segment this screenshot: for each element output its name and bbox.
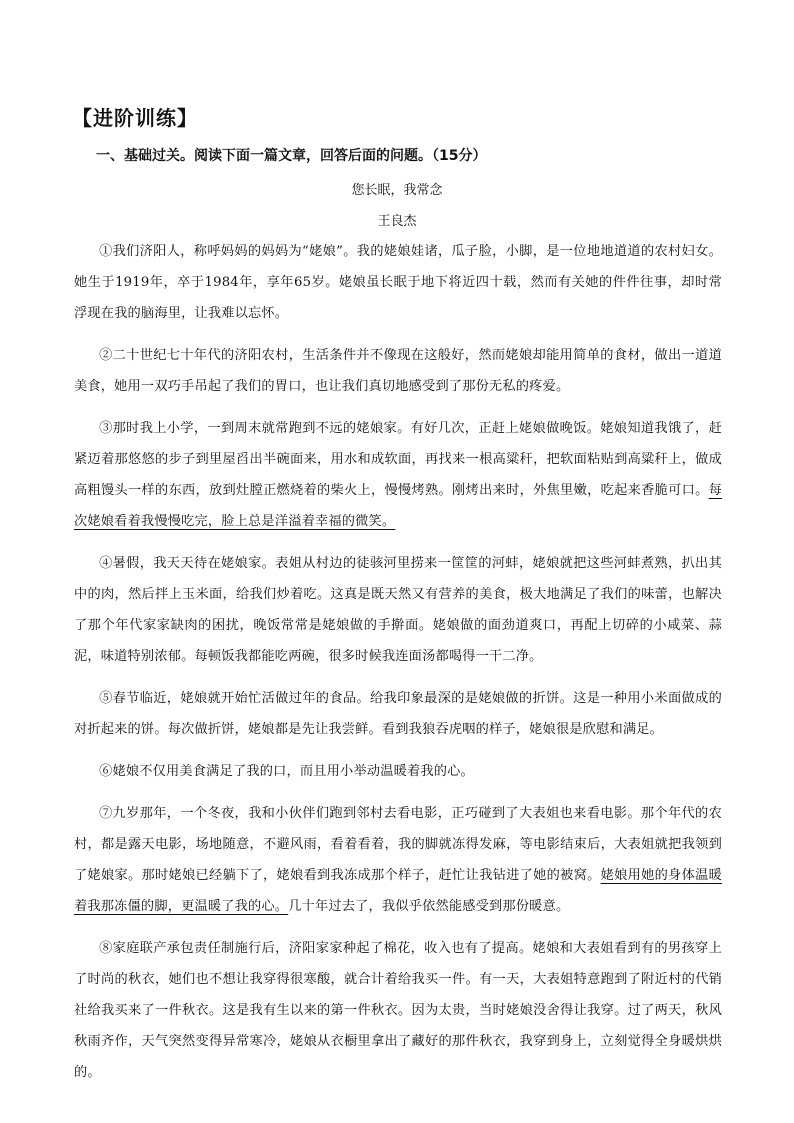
- paragraph-5: ⑤春节临近，姥娘就开始忙活做过年的食品。给我印象最深的是姥娘做的折饼。这是一种用小米面做成的对折起来的饼。每次做折饼，姥娘都是先让我尝鲜。看到我狼吞虎咽的样子，姥娘很是欣慰和满足。: [74, 691, 722, 737]
- underlined-sentence: 每次姥娘看着我慢慢吃完，脸上总是洋溢着幸福的微笑。: [74, 483, 722, 529]
- article-author: 王良杰: [377, 214, 417, 229]
- underlined-sentence: 姥娘用她的身体温暖着我那冻僵的脚，更温暖了我的心。: [74, 868, 722, 914]
- paragraph-7: ⑦九岁那年，一个冬夜，我和小伙伴们跑到邻村去看电影，正巧碰到了大表姐也来看电影。那个年代的农村，都是露天电影，场地随意，不避风雨，看着看着，我的脚就冻得发麻，等电影结束后，大表姐就把我领到了姥娘家。那时姥娘已经躺下了，姥娘看到我冻成那个样子，赶忙让我钻进了她的被窝。姥娘用她的身体温暖着我那冻僵的脚，更温暖了我的心。几十年过去了，我似乎依然能感受到那份暖意。: [74, 806, 722, 914]
- paragraph-6: ⑥姥娘不仅用美食满足了我的口，而且用小举动温暖着我的心。: [99, 764, 474, 779]
- paragraph-8: ⑧家庭联产承包责任制施行后，济阳家家种起了棉花，收入也有了提高。姥娘和大表姐看到有的男孩穿上了时尚的秋衣，她们也不想让我穿得很寒酸，就合计着给我买一件。有一天，大表姐特意跑到了附近村的代销社给我买来了一件秋衣。这是我有生以来的第一件秋衣。因为太贵，当时姥娘没舍得让我穿。过了两天，秋风秋雨齐作，天气突然变得异常寒冷，姥娘从衣橱里拿出了藏好的那件秋衣，我穿到身上，立刻觉得全身暖烘烘的。: [74, 941, 722, 1080]
- article-body: [74, 236, 722, 1099]
- paragraph-2: ②二十世纪七十年代的济阳农村，生活条件并不像现在这般好，然而姥娘却能用简单的食材，做出一道道美食，她用一双巧手吊起了我们的胃口，也让我们真切地感受到了那份无私的疼爱。: [74, 348, 722, 394]
- paragraph-4: ④暑假，我天天待在姥娘家。表姐从村边的徒骇河里捞来一筐筐的河蚌，姥娘就把这些河蚌煮熟，扒出其中的肉，然后拌上玉米面，给我们炒着吃。这真是既天然又有营养的美食，极大地满足了我们的味蕾，也解决了那个年代家家缺肉的困扰，晚饭常常是姥娘做的手擀面。姥娘做的面劲道爽口，再配上切碎的小咸菜、蒜泥，味道特别浓郁。每顿饭我都能吃两碗，很多时候我连面汤都喝得一干二净。: [74, 556, 722, 664]
- question-prompt: 一、基础过关。阅读下面一篇文章，回答后面的问题。（15分）: [96, 148, 487, 164]
- paragraph-3: ③那时我上小学，一到周末就常跑到不远的姥娘家。有好几次，正赶上姥娘做晚饭。姥娘知道我饿了，赶紧迈着那悠悠的步子到里屋舀出半碗面来，用水和成软面，再找来一根高粱秆，把软面粘贴到高粱秆上，做成高粗馒头一样的东西，放到灶膛正燃烧着的柴火上，慢慢烤熟。刚烤出来时，外焦里嫩，吃起来香脆可口。每次姥娘看着我慢慢吃完，脸上总是洋溢着幸福的微笑。: [74, 421, 722, 529]
- section-heading: 【进阶训练】: [72, 106, 198, 130]
- paragraph-1: ①我们济阳人，称呼妈妈的妈妈为“姥娘”。我的姥娘娃诸，瓜子脸，小脚，是一位地地道道的农村妇女。她生于1919年，卒于1984年，享年65岁。姥娘虽长眠于地下将近四十载，然而有关她的件件往事，却时常浮现在我的脑海里，让我难以忘怀。: [74, 244, 722, 321]
- article-title: 您长眠，我常念: [351, 183, 443, 198]
